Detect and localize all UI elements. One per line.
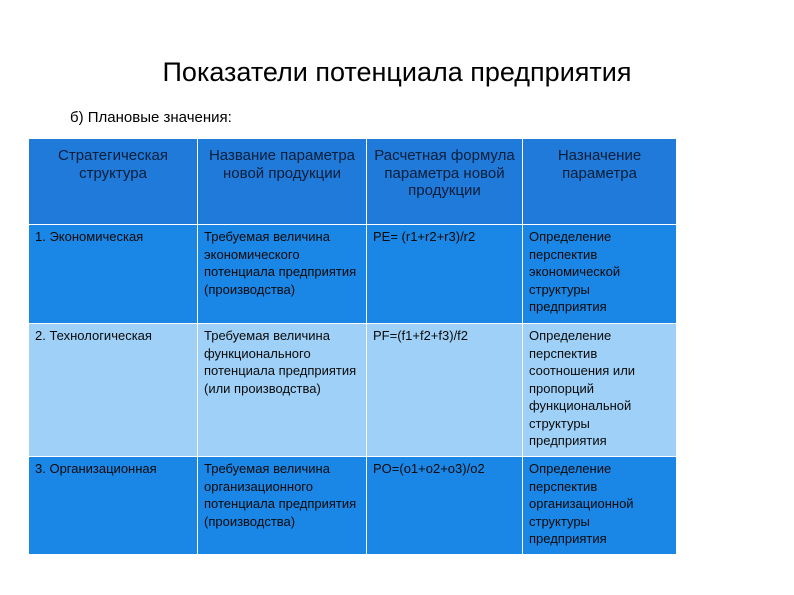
cell-parameter-name: Требуемая величина экономического потенциала предприятия (производства) <box>198 225 367 324</box>
cell-formula: PF=(f1+f2+f3)/f2 <box>367 324 523 457</box>
subtitle: б) Плановые значения: <box>70 109 232 126</box>
table-header-row <box>29 139 677 225</box>
header-structure: Стратегическая структура <box>29 139 198 225</box>
cell-parameter-name: Требуемая величина организационного потенциала предприятия (производства) <box>198 457 367 555</box>
cell-structure: 3. Организационная <box>29 457 198 555</box>
cell-purpose: Определение перспектив организационной структуры предприятия <box>523 457 677 555</box>
header-parameter-name: Название параметра новой продукции <box>198 139 367 225</box>
cell-purpose: Определение перспектив экономической структуры предприятия <box>523 225 677 324</box>
table-row <box>29 457 677 555</box>
cell-parameter-name: Требуемая величина функционального потенциала предприятия (или производства) <box>198 324 367 457</box>
cell-structure: 2. Технологическая <box>29 324 198 457</box>
cell-purpose: Определение перспектив соотношения или пропорций функциональной структуры предприятия <box>523 324 677 457</box>
indicators-table <box>28 138 677 555</box>
table-row <box>29 225 677 324</box>
cell-formula: PE= (r1+r2+r3)/r2 <box>367 225 523 324</box>
header-purpose: Назначение параметра <box>523 139 677 225</box>
page-title: Показатели потенциала предприятия <box>162 57 632 87</box>
cell-formula: PO=(o1+o2+o3)/o2 <box>367 457 523 555</box>
table-row <box>29 324 677 457</box>
header-formula: Расчетная формула параметра новой продукции <box>367 139 523 225</box>
cell-structure: 1. Экономическая <box>29 225 198 324</box>
